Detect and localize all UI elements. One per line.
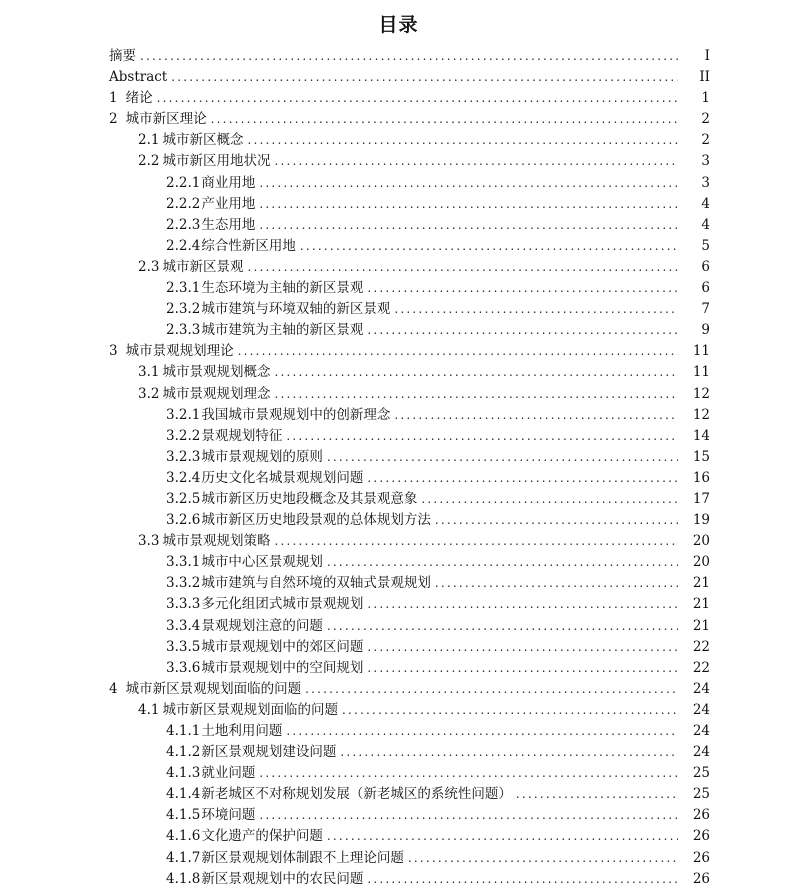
toc-entry-title: 环境问题 [201,807,256,824]
toc-entry-title: 城市建筑与自然环境的双轴式景观规划 [201,575,431,592]
toc-dot-leader [327,447,678,468]
toc-entry-title: 新区景观规划建设问题 [201,744,337,761]
toc-entry-page: 5 [701,237,710,254]
toc-entry-title: 城市新区概念 [162,132,244,149]
toc-entry-page: 2 [701,132,710,149]
toc-dot-leader [394,299,678,320]
toc-entry-title: 城市新区历史地段景观的总体规划方法 [201,512,431,529]
toc-entry-page: 6 [701,280,710,297]
toc-entry-number: 2.2.2 [166,195,201,212]
toc-entry-page: 22 [692,659,710,676]
toc-entry-title: 新老城区不对称规划发展（新老城区的系统性问题） [201,786,512,803]
toc-entry-title: 多元化组团式城市景观规划 [201,596,364,613]
toc-entry-page: 9 [701,322,710,339]
toc-dot-leader [367,278,678,299]
toc-dot-leader [140,46,678,67]
toc-dot-leader [435,573,678,594]
toc-dot-leader [327,552,678,573]
toc-entry[interactable] [0,447,797,468]
toc-entry-page: 12 [692,406,710,423]
toc-entry[interactable] [0,869,797,890]
toc-entry[interactable] [0,384,797,405]
toc-entry[interactable] [0,341,797,362]
toc-entry-number: 3.2.1 [166,406,201,423]
toc-entry-page: 24 [692,680,710,697]
toc-dot-leader [286,721,678,742]
toc-entry-number: 3.2.5 [166,490,201,507]
toc-entry-number: 3 [109,343,118,360]
toc-entry[interactable] [0,658,797,679]
toc-entry[interactable] [0,573,797,594]
toc-entry-number: 2.3.2 [166,301,201,318]
toc-entry-page: 1 [701,90,710,107]
toc-entry-title: 城市新区景观 [162,258,244,275]
toc-entry[interactable] [0,721,797,742]
toc-entry-number: 4.1 [138,701,160,718]
toc-dot-leader [171,67,678,88]
toc-entry-page: 20 [692,554,710,571]
toc-dot-leader [300,236,678,257]
toc-dot-leader [274,531,678,552]
toc-entry-title: 景观规划注意的问题 [201,617,323,634]
toc-dot-leader [342,700,678,721]
toc-entry[interactable] [0,236,797,257]
toc-entry[interactable] [0,194,797,215]
toc-entry-page: 21 [692,617,710,634]
toc-entry-title: 城市景观规划理论 [125,343,234,360]
toc-entry-title: 城市中心区景观规划 [201,554,323,571]
toc-entry-number: 2 [109,111,118,128]
toc-entry-number: 4.1.4 [166,786,201,803]
toc-entry-number: 3.3 [138,533,160,550]
toc-entry-title: 城市景观规划理念 [162,385,271,402]
toc-entry-title: 新区景观规划体制跟不上理论问题 [201,849,404,866]
toc-entry-page: 22 [692,638,710,655]
toc-dot-leader [367,594,678,615]
toc-entry-page: 15 [692,448,710,465]
toc-entry[interactable] [0,763,797,784]
toc-dot-leader [327,616,678,637]
toc-entry-page: II [699,69,710,86]
toc-entry-number: 2.2.1 [166,174,201,191]
toc-entry-title: 绪论 [125,90,153,107]
toc-entry[interactable] [0,151,797,172]
toc-entry-page: 25 [692,786,710,803]
toc-dot-leader [211,109,678,130]
toc-entry[interactable] [0,510,797,531]
toc-entry-page: 12 [692,385,710,402]
toc-entry-title: 产业用地 [201,195,256,212]
toc-entry-title: 文化遗产的保护问题 [201,828,323,845]
toc-dot-leader [367,320,678,341]
toc-entry-title: 城市景观规划的原则 [201,448,323,465]
toc-entry-page: 19 [692,512,710,529]
toc-entry-page: 24 [692,744,710,761]
toc-entry[interactable] [0,700,797,721]
toc-entry-number: 3.1 [138,364,160,381]
toc-entry[interactable] [0,67,797,88]
toc-entry-number: 4.1.3 [166,765,201,782]
toc-entry-page: 21 [692,575,710,592]
toc-entry[interactable] [0,109,797,130]
toc-entry-page: 20 [692,533,710,550]
toc-entry-page: 11 [692,364,710,381]
toc-dot-leader [408,848,678,869]
toc-entry-number: 2.3.1 [166,280,201,297]
toc-entry-page: 2 [701,111,710,128]
toc-entry-title: 城市景观规划中的空间规划 [201,659,364,676]
toc-entry-page: 26 [692,828,710,845]
toc-dot-leader [157,88,678,109]
toc-dot-leader [259,805,678,826]
toc-entry-page: 11 [692,343,710,360]
toc-entry-page: 16 [692,469,710,486]
toc-dot-leader [516,784,678,805]
toc-entry[interactable] [0,88,797,109]
toc-entry-number: 3.2.6 [166,512,201,529]
toc-entry-number: 2.2 [138,153,160,170]
toc-entry-number: 4.1.6 [166,828,201,845]
toc-entry[interactable] [0,805,797,826]
toc-entry[interactable] [0,320,797,341]
toc-entry-page: I [704,48,710,64]
toc-entry-title: 城市新区理论 [125,111,207,128]
toc-entry-title: Abstract [109,69,168,86]
toc-dot-leader [238,341,678,362]
toc-dot-leader [421,489,678,510]
toc-dot-leader [286,426,678,447]
toc-dot-leader [247,257,678,278]
toc-entry-title: 我国城市景观规划中的创新理念 [201,406,391,423]
toc-entry-title: 历史文化名城景观规划问题 [201,469,364,486]
toc-entry[interactable] [0,468,797,489]
toc-entry-number: 3.2.4 [166,469,201,486]
toc-entry-number: 2.1 [138,132,160,149]
toc-entry-page: 26 [692,849,710,866]
toc-entry-number: 2.2.4 [166,237,201,254]
toc-entry[interactable] [0,679,797,700]
toc-entry[interactable] [0,594,797,615]
toc-entry[interactable] [0,531,797,552]
toc-entry-title: 城市景观规划策略 [162,533,271,550]
toc-dot-leader [305,679,678,700]
toc-entry-number: 3.2.3 [166,448,201,465]
toc-entry[interactable] [0,826,797,847]
toc-entry-number: 4.1.1 [166,723,201,739]
toc-entry-number: 3.3.4 [166,617,201,634]
toc-entry-title: 景观规划特征 [201,427,283,444]
toc-dot-leader [274,362,678,383]
toc-entry-page: 7 [701,301,710,318]
toc-entry-number: 2.2.3 [166,216,201,233]
toc-entry-title: 城市新区用地状况 [162,153,271,170]
toc-entry-number: 3.3.2 [166,575,201,592]
toc-dot-leader [367,658,678,679]
toc-entry-title: 城市建筑与环境双轴的新区景观 [201,301,391,318]
toc-entry[interactable] [0,362,797,383]
toc-entry[interactable] [0,299,797,320]
toc-dot-leader [259,173,678,194]
toc-entry[interactable] [0,489,797,510]
toc-dot-leader [274,151,678,172]
toc-dot-leader [367,869,678,890]
toc-entry-page: 21 [692,596,710,613]
toc-entry-title: 就业问题 [201,765,256,782]
toc-dot-leader [367,637,678,658]
toc-entry-page: 6 [701,258,710,275]
toc-dot-leader [367,468,678,489]
toc-entry-title: 生态环境为主轴的新区景观 [201,280,364,297]
toc-title: 目录 [378,14,419,36]
toc-entry-title: 生态用地 [201,216,256,233]
toc-entry[interactable] [0,46,797,67]
toc-entry[interactable] [0,257,797,278]
toc-entry-number: 4.1.7 [166,849,201,866]
toc-dot-leader [259,215,678,236]
toc-entry-page: 4 [701,216,710,233]
toc-entry[interactable] [0,426,797,447]
toc-entry-page: 25 [692,765,710,782]
toc-entry-number: 3.3.1 [166,554,201,571]
toc-entry[interactable] [0,405,797,426]
toc-entry-title: 城市景观规划概念 [162,364,271,381]
toc-entry-number: 3.2.2 [166,427,201,444]
toc-entry-title: 商业用地 [201,174,256,191]
toc-entry[interactable] [0,215,797,236]
toc-dot-leader [435,510,678,531]
toc-dot-leader [259,763,678,784]
toc-entry-number: 4.1.5 [166,807,201,824]
toc-dot-leader [394,405,678,426]
toc-entry-page: 14 [692,427,710,444]
toc-entry[interactable] [0,616,797,637]
toc-entry-page: 17 [692,490,710,507]
toc-entry[interactable] [0,848,797,869]
toc-entry[interactable] [0,637,797,658]
toc-entry-number: 2.3.3 [166,322,201,339]
toc-dot-leader [247,130,678,151]
toc-entry[interactable] [0,173,797,194]
toc-dot-leader [259,194,678,215]
toc-entry-title: 综合性新区用地 [201,237,296,254]
toc-entry[interactable] [0,552,797,573]
toc-entry-title: 城市新区景观规划面临的问题 [162,701,338,718]
toc-entry[interactable] [0,742,797,763]
toc-entry[interactable] [0,278,797,299]
toc-entry-title: 城市建筑为主轴的新区景观 [201,322,364,339]
toc-entry-title: 城市新区景观规划面临的问题 [125,680,302,697]
toc-entry-page: 3 [701,174,710,191]
toc-entry-number: 3.3.3 [166,596,201,613]
toc-entry-title: 土地利用问题 [201,723,283,739]
toc-entry-number: 3.2 [138,385,160,402]
toc-entry-number: 3.3.6 [166,659,201,676]
toc-list [0,46,797,890]
toc-entry-title: 摘要 [109,48,136,64]
toc-entry[interactable] [0,784,797,805]
toc-entry-title: 城市新区历史地段概念及其景观意象 [201,490,418,507]
toc-entry-page: 26 [692,870,710,887]
toc-entry[interactable] [0,130,797,151]
toc-entry-number: 4.1.8 [166,870,201,887]
toc-dot-leader [327,826,678,847]
toc-entry-number: 4 [109,680,118,697]
toc-entry-number: 2.3 [138,258,160,275]
toc-entry-page: 24 [692,701,710,718]
toc-dot-leader [274,384,678,405]
toc-entry-page: 4 [701,195,710,212]
toc-entry-page: 26 [692,807,710,824]
toc-dot-leader [340,742,678,763]
toc-entry-title: 城市景观规划中的郊区问题 [201,638,364,655]
toc-entry-page: 3 [701,153,710,170]
toc-entry-number: 1 [109,90,118,107]
toc-entry-number: 4.1.2 [166,744,201,761]
toc-entry-page: 24 [692,723,710,739]
toc-entry-title: 新区景观规划中的农民问题 [201,870,364,887]
toc-entry-number: 3.3.5 [166,638,201,655]
